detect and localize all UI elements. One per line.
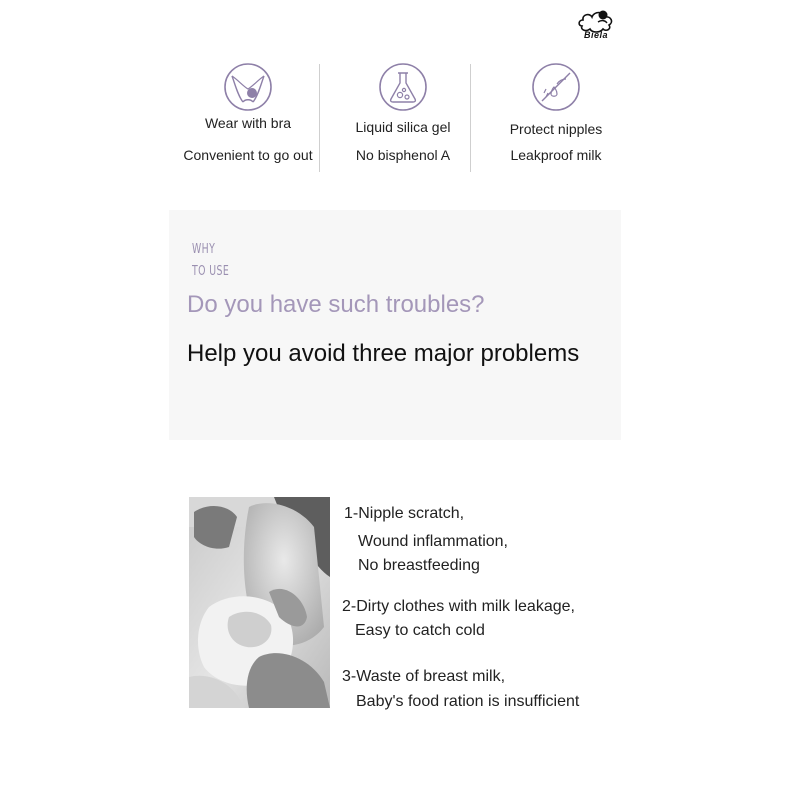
feature-title: Liquid silica gel: [355, 119, 451, 135]
to-use-label: TO USE: [192, 264, 230, 279]
bra-icon: [223, 62, 273, 112]
feature-protect-nipples: [481, 60, 631, 175]
problem-1-detail: Wound inflammation,: [358, 533, 508, 550]
problem-3-detail: Baby's food ration is insufficient: [356, 693, 580, 710]
section-question: Do you have such troubles?: [187, 291, 485, 318]
feature-subtitle: Convenient to go out: [183, 147, 313, 163]
feature-bra: [173, 60, 323, 175]
problem-list: [340, 497, 620, 717]
feature-row: [170, 60, 620, 175]
feature-subtitle: No bisphenol A: [355, 147, 451, 163]
feature-divider: [470, 64, 471, 172]
no-leak-icon: [531, 62, 581, 112]
feature-title: Protect nipples: [509, 121, 603, 137]
feature-title: Wear with bra: [204, 115, 292, 131]
problem-1-title: 1-Nipple scratch,: [344, 505, 465, 522]
feature-divider: [319, 64, 320, 172]
section-headline: Help you avoid three major problems: [187, 340, 580, 367]
breastfeeding-photo: [189, 497, 330, 708]
problem-3-title: 3-Waste of breast milk,: [342, 668, 506, 685]
problem-1-detail: No breastfeeding: [358, 557, 480, 574]
problem-2-detail: Easy to catch cold: [355, 622, 485, 639]
flask-icon: [378, 62, 428, 112]
why-label: WHY: [192, 242, 216, 257]
problem-2-title: 2-Dirty clothes with milk leakage,: [342, 598, 575, 615]
feature-subtitle: Leakproof milk: [510, 147, 602, 163]
feature-silica-gel: [328, 60, 478, 175]
why-to-use-panel: [169, 210, 621, 440]
brand-name: Biela: [584, 30, 609, 40]
